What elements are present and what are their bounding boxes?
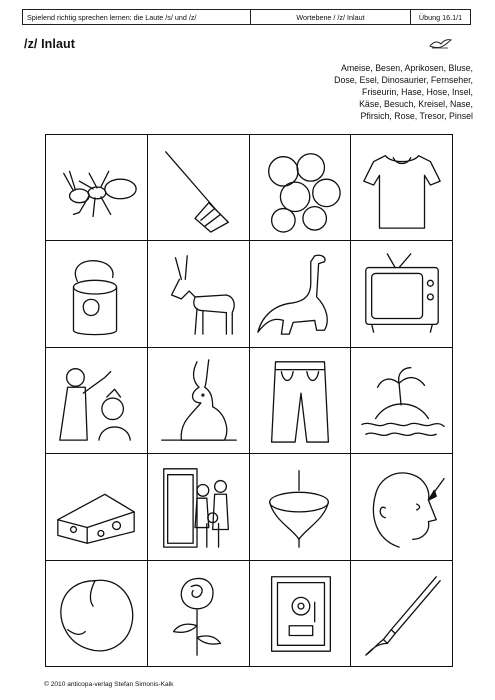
visit-illustration [152, 461, 244, 553]
worksheet-header [22, 9, 471, 25]
island-illustration [356, 354, 448, 446]
trousers-illustration [254, 354, 346, 446]
picture-tile [148, 561, 250, 667]
word-list [243, 62, 473, 122]
cheese-illustration [50, 461, 142, 553]
picture-tile [148, 454, 250, 560]
bird-icon [428, 37, 452, 51]
spinning-top-illustration [254, 461, 346, 553]
television-illustration [356, 248, 448, 340]
page-title: /z/ Inlaut [24, 37, 75, 51]
picture-tile [250, 348, 352, 454]
picture-tile [46, 454, 148, 560]
rose-illustration [152, 567, 244, 659]
picture-tile [148, 241, 250, 347]
blouse-illustration [356, 142, 448, 234]
word-line: Ameise, Besen, Aprikosen, Bluse, [340, 63, 473, 73]
donkey-illustration [152, 248, 244, 340]
picture-tile [351, 135, 453, 241]
picture-tile [250, 561, 352, 667]
broom-illustration [152, 142, 244, 234]
can-illustration [50, 248, 142, 340]
hairdresser-illustration [50, 354, 142, 446]
picture-tile [46, 561, 148, 667]
nose-illustration [356, 461, 448, 553]
picture-tile [250, 454, 352, 560]
picture-tile [148, 348, 250, 454]
word-line: Käse, Besuch, Kreisel, Nase, [359, 99, 473, 109]
header-exercise-number: Übung 16.1/1 [418, 12, 463, 22]
safe-illustration [254, 567, 346, 659]
word-line: Pfirsich, Rose, Tresor, Pinsel [360, 111, 473, 121]
picture-tile [46, 135, 148, 241]
picture-tile [46, 348, 148, 454]
picture-tile [46, 241, 148, 347]
word-line: Dose, Esel, Dinosaurier, Fernseher, [334, 75, 473, 85]
picture-tile [351, 454, 453, 560]
header-level: Wortebene / /z/ Inlaut [251, 10, 411, 24]
picture-tile [351, 561, 453, 667]
picture-tile [250, 241, 352, 347]
picture-tile [250, 135, 352, 241]
copyright-footer: © 2010 anticopa-verlag Stefan Simonis-Kalk [44, 681, 174, 688]
picture-tile [148, 135, 250, 241]
word-line: Friseurin, Hase, Hose, Insel, [362, 87, 473, 97]
brush-illustration [356, 567, 448, 659]
picture-tile [351, 241, 453, 347]
dinosaur-illustration [254, 248, 346, 340]
apricots-illustration [254, 142, 346, 234]
picture-grid [45, 134, 453, 667]
ant-illustration [50, 142, 142, 234]
peach-illustration [50, 567, 142, 659]
picture-tile [351, 348, 453, 454]
hare-illustration [152, 354, 244, 446]
header-series-title: Spielend richtig sprechen lernen: die Laute /s/ und /z/ [23, 10, 251, 24]
